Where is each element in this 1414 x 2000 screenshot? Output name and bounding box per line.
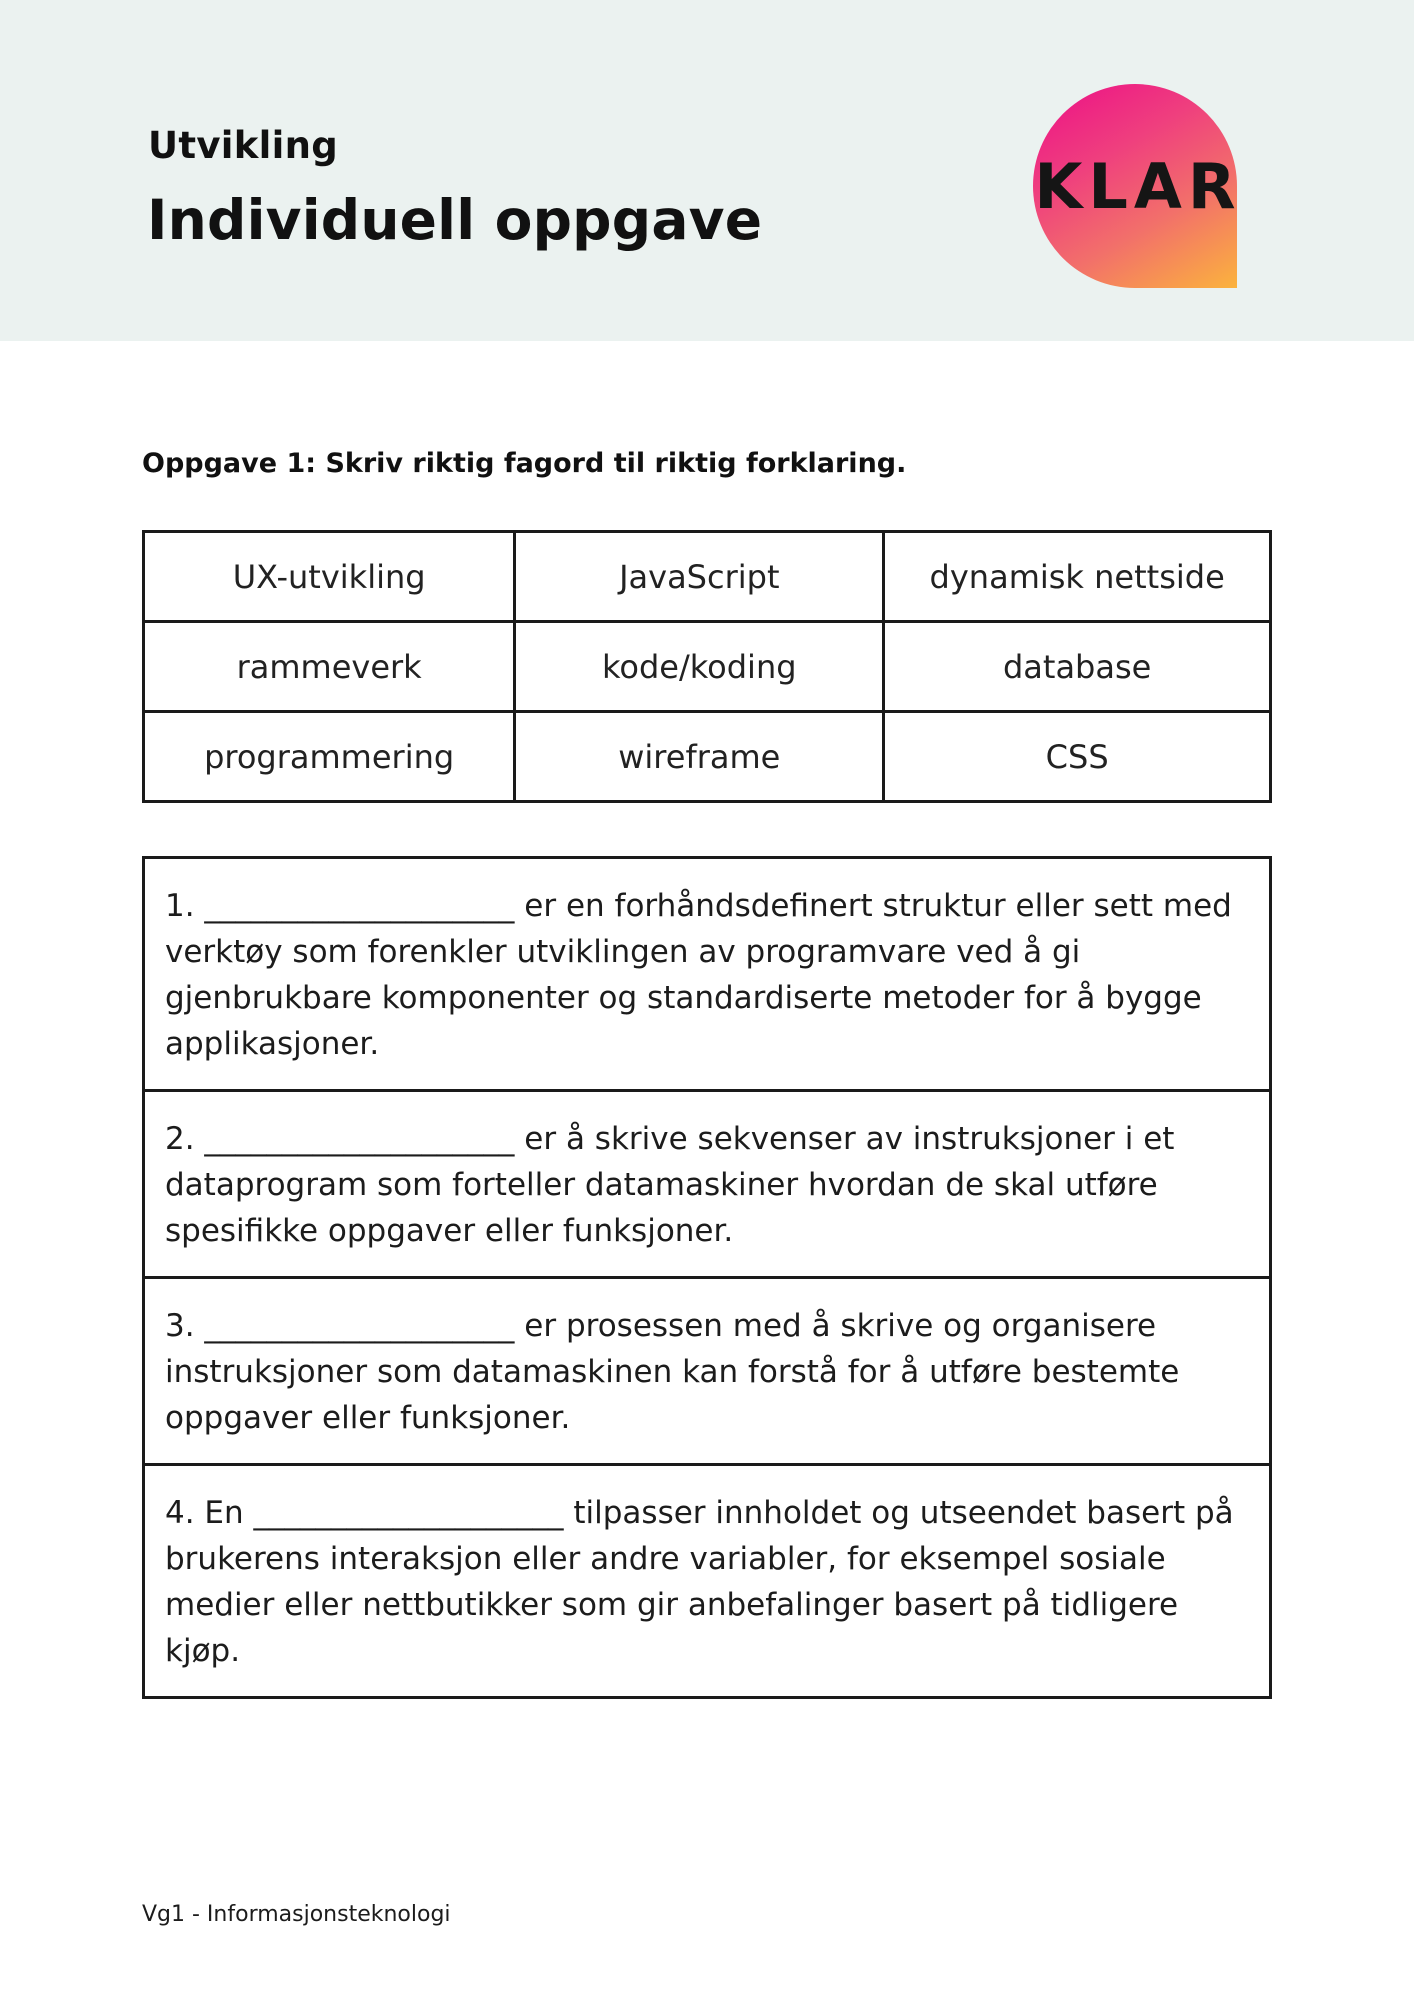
term-cell: dynamisk nettside [884, 532, 1271, 622]
definitions-box [142, 856, 1272, 1699]
term-cell: rammeverk [144, 622, 515, 712]
term-cell: kode/koding [515, 622, 884, 712]
header-band [0, 0, 1414, 341]
term-cell: JavaScript [515, 532, 884, 622]
term-cell: wireframe [515, 712, 884, 802]
footer-course-label: Vg1 - Informasjonsteknologi [142, 1902, 451, 1927]
term-row [144, 712, 1271, 802]
term-cell: CSS [884, 712, 1271, 802]
definition-item: 3. ____________________ er prosessen med å skrive og organisere instruksjoner som datamaskinen kan forstå for å utføre bestemte oppgaver eller funksjoner. [145, 1276, 1269, 1463]
task-heading: Oppgave 1: Skriv riktig fagord til riktig forklaring. [142, 448, 907, 479]
definition-item: 1. ____________________ er en forhåndsdefinert struktur eller sett med verktøy som forenkler utviklingen av programvare ved å gi gjenbrukbare komponenter og standardiserte metoder for å bygge applikasjoner. [165, 888, 1232, 1062]
page-title: Individuell oppgave [147, 188, 763, 252]
term-row [144, 532, 1271, 622]
term-table [142, 530, 1272, 803]
term-cell: UX-utvikling [144, 532, 515, 622]
term-cell: programmering [144, 712, 515, 802]
term-cell: database [884, 622, 1271, 712]
logo-text: KLAR [1034, 149, 1242, 223]
definition-item: 4. En ____________________ tilpasser innholdet og utseendet basert på brukerens interaksjon eller andre variabler, for eksempel sosiale medier eller nettbutikker som gir anbefalinger basert på tidligere kjøp. [145, 1463, 1269, 1696]
subject-label: Utvikling [148, 124, 339, 167]
term-row [144, 622, 1271, 712]
klar-logo [1033, 84, 1242, 288]
definition-item: 2. ____________________ er å skrive sekvenser av instruksjoner i et dataprogram som forteller datamaskiner hvordan de skal utføre spesifikke oppgaver eller funksjoner. [145, 1089, 1269, 1276]
